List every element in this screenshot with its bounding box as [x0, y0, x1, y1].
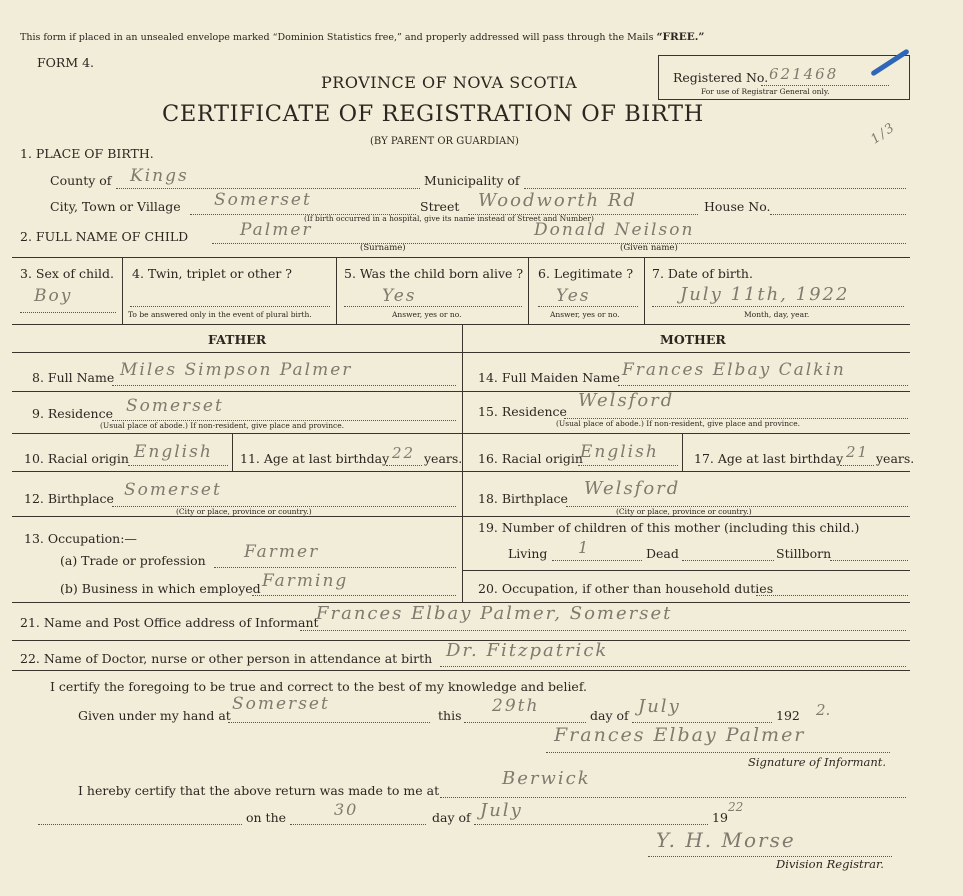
registered-value: 621468 [769, 65, 839, 83]
mother-age-label: 17. Age at last birthday [694, 451, 844, 466]
given-under-hand-label: Given under my hand at [78, 708, 231, 723]
stillborn-label: Stillborn [776, 546, 832, 561]
living-value: 1 [578, 538, 591, 557]
registrar-use-note: For use of Registrar General only. [701, 87, 830, 96]
year-prefix: 192 [776, 708, 800, 723]
day-of-label: day of [590, 708, 629, 723]
father-abode-note: (Usual place of abode.) If non-resident, give place and province. [100, 421, 345, 430]
father-business-value: Farming [262, 571, 349, 591]
informant-signature-caption: Signature of Informant. [748, 755, 887, 769]
legitimate-value: Yes [556, 286, 591, 306]
return-place-value: Berwick [502, 768, 591, 789]
surname-caption: (Surname) [360, 243, 406, 253]
pencil-fraction-mark: 1/3 [868, 119, 899, 148]
on-day-value: 30 [334, 800, 359, 819]
informant-value: Frances Elbay Palmer, Somerset [316, 603, 673, 624]
dob-label: 7. Date of birth. [652, 266, 753, 281]
mother-city-note: (City or place, province or country.) [616, 507, 752, 516]
informant-signature: Frances Elbay Palmer [554, 724, 806, 746]
house-no-label: House No. [704, 199, 771, 214]
dob-caption: Month, day, year. [744, 310, 810, 319]
registered-number-box [658, 55, 910, 100]
father-birthplace-value: Somerset [124, 480, 222, 500]
mother-birthplace-value: Welsford [584, 478, 681, 499]
mother-occupation-label: 20. Occupation, if other than household duties [478, 581, 774, 596]
mother-racial-value: English [580, 442, 659, 462]
born-alive-label: 5. Was the child born alive ? [344, 266, 524, 281]
child-name-label: 2. FULL NAME OF CHILD [20, 229, 189, 244]
informant-label: 21. Name and Post Office address of Informant [20, 615, 319, 630]
children-count-label: 19. Number of children of this mother (including this child.) [478, 520, 860, 535]
day-of-label-2: day of [432, 810, 471, 825]
father-residence-label: 9. Residence [32, 406, 113, 421]
county-value: Kings [130, 166, 189, 186]
father-name-label: 8. Full Name [32, 370, 115, 385]
given-name-caption: (Given name) [620, 243, 678, 253]
father-age-label: 11. Age at last birthday [240, 451, 390, 466]
born-alive-note: Answer, yes or no. [392, 310, 462, 319]
document-subtitle: (BY PARENT OR GUARDIAN) [370, 136, 519, 147]
father-trade-label: (a) Trade or profession [60, 553, 206, 568]
municipality-label: Municipality of [424, 173, 520, 188]
mother-residence-value: Welsford [578, 390, 675, 411]
dob-value: July 11th, 1922 [680, 284, 850, 305]
city-value: Somerset [214, 190, 312, 210]
this-day-value: 29th [492, 696, 540, 716]
form-number: FORM 4. [37, 55, 95, 70]
father-occupation-label: 13. Occupation:— [24, 531, 137, 546]
mother-age-value: 21 [846, 443, 870, 461]
registrar-signature-caption: Division Registrar. [776, 857, 884, 871]
father-trade-value: Farmer [244, 542, 320, 562]
sex-value: Boy [34, 286, 73, 306]
registrar-signature: Y. H. Morse [656, 828, 796, 852]
child-given-name-value: Donald Neilson [534, 220, 695, 240]
mother-heading: MOTHER [660, 332, 726, 347]
dead-label: Dead [646, 546, 679, 561]
year-prefix-2: 19 [712, 810, 728, 825]
doctor-value: Dr. Fitzpatrick [446, 640, 609, 661]
mother-name-value: Frances Elbay Calkin [622, 360, 846, 380]
street-value: Woodworth Rd [478, 190, 637, 211]
twin-note: To be answered only in the event of plural birth. [128, 310, 312, 319]
month-value: July [638, 696, 681, 717]
child-surname-value: Palmer [240, 220, 313, 240]
registered-label: Registered No. [673, 70, 769, 85]
month-value-2: July [480, 800, 523, 821]
mother-name-label: 14. Full Maiden Name [478, 370, 620, 385]
father-birthplace-label: 12. Birthplace [24, 491, 114, 506]
father-age-years: years. [424, 451, 463, 466]
year-suffix: 2. [816, 701, 831, 719]
given-place-value: Somerset [232, 694, 330, 714]
father-racial-value: English [134, 442, 213, 462]
legitimate-note: Answer, yes or no. [550, 310, 620, 319]
living-label: Living [508, 546, 548, 561]
certify-statement: I certify the foregoing to be true and correct to the best of my knowledge and belief. [50, 679, 587, 694]
county-label: County of [50, 173, 112, 188]
mail-notice [20, 31, 704, 43]
mother-racial-label: 16. Racial origin [478, 451, 583, 466]
father-business-label: (b) Business in which employed [60, 581, 261, 596]
father-name-value: Miles Simpson Palmer [120, 360, 353, 380]
province-heading: PROVINCE OF NOVA SCOTIA [321, 73, 578, 92]
father-racial-label: 10. Racial origin [24, 451, 129, 466]
mail-notice-free: “FREE.” [656, 31, 705, 43]
mail-notice-text: This form if placed in an unsealed envelope marked “Dominion Statistics free,” and properly addressed will pass through the Mails [20, 32, 654, 43]
mother-age-years: years. [876, 451, 915, 466]
father-city-note: (City or place, province or country.) [176, 507, 312, 516]
city-label: City, Town or Village [50, 199, 181, 214]
sex-label: 3. Sex of child. [20, 266, 115, 281]
year-suffix-2: 22 [728, 800, 744, 814]
place-of-birth-heading: 1. PLACE OF BIRTH. [20, 146, 154, 161]
father-residence-value: Somerset [126, 396, 224, 416]
father-age-value: 22 [392, 444, 416, 462]
return-statement: I hereby certify that the above return was made to me at [78, 783, 440, 798]
doctor-label: 22. Name of Doctor, nurse or other person in attendance at birth [20, 651, 433, 666]
street-label: Street [420, 199, 460, 214]
document-title: CERTIFICATE OF REGISTRATION OF BIRTH [162, 101, 704, 127]
father-heading: FATHER [208, 332, 267, 347]
on-the-label: on the [246, 810, 287, 825]
legitimate-label: 6. Legitimate ? [538, 266, 634, 281]
twin-label: 4. Twin, triplet or other ? [132, 266, 292, 281]
born-alive-value: Yes [382, 286, 417, 306]
mother-birthplace-label: 18. Birthplace [478, 491, 568, 506]
mother-residence-label: 15. Residence [478, 404, 567, 419]
mother-abode-note: (Usual place of abode.) If non-resident, give place and province. [556, 419, 801, 428]
hospital-note: (If birth occurred in a hospital, give its name instead of Street and Number) [304, 214, 594, 223]
this-label: this [438, 708, 462, 723]
